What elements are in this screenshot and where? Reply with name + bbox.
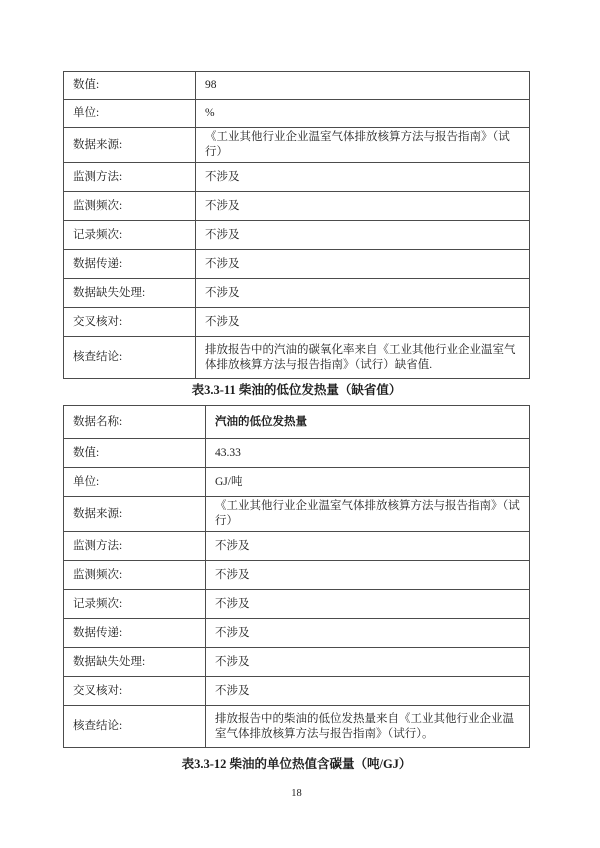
field-value: 汽油的低位发热量 [206, 406, 530, 439]
table-row [64, 72, 530, 100]
field-label: 数据名称: [64, 406, 206, 439]
field-label: 监测方法: [64, 163, 196, 192]
table-gasoline-low-heating-value [63, 405, 530, 748]
field-label: 记录频次: [64, 590, 206, 619]
field-value: 不涉及 [206, 648, 530, 677]
field-label: 监测频次: [64, 561, 206, 590]
field-value: 《工业其他行业企业温室气体排放核算方法与报告指南》（试行） [196, 128, 530, 163]
field-value: 98 [196, 72, 530, 100]
table-row [64, 648, 530, 677]
field-value: 不涉及 [206, 619, 530, 648]
field-label: 数据来源: [64, 128, 196, 163]
field-label: 数据传递: [64, 619, 206, 648]
table-row [64, 619, 530, 648]
field-value: % [196, 100, 530, 128]
field-label: 数据传递: [64, 250, 196, 279]
field-label: 监测方法: [64, 532, 206, 561]
field-label: 数据来源: [64, 497, 206, 532]
field-label: 数值: [64, 439, 206, 468]
field-label: 交叉核对: [64, 677, 206, 706]
field-label: 数据缺失处理: [64, 648, 206, 677]
field-label: 数值: [64, 72, 196, 100]
table-row [64, 439, 530, 468]
field-label: 单位: [64, 468, 206, 497]
table-gasoline-carbon-oxidation-rate [63, 71, 530, 379]
field-value: 《工业其他行业企业温室气体排放核算方法与报告指南》（试行） [206, 497, 530, 532]
field-value: 不涉及 [196, 279, 530, 308]
table-caption-3-3-11: 表3.3-11 柴油的低位发热量（缺省值） [191, 383, 402, 397]
page-number: 18 [291, 788, 302, 799]
table-row [64, 590, 530, 619]
table-row [64, 561, 530, 590]
table-row [64, 163, 530, 192]
table-row [64, 706, 530, 748]
field-label: 交叉核对: [64, 308, 196, 337]
field-value: 排放报告中的汽油的碳氧化率来自《工业其他行业企业温室气体排放核算方法与报告指南》（试行）缺省值. [196, 337, 530, 379]
field-value: 不涉及 [206, 561, 530, 590]
table-row [64, 468, 530, 497]
field-value: 排放报告中的柴油的低位发热量来自《工业其他行业企业温室气体排放核算方法与报告指南》（试行）。 [206, 706, 530, 748]
field-value: 不涉及 [196, 192, 530, 221]
table-row [64, 337, 530, 379]
field-label: 记录频次: [64, 221, 196, 250]
field-value: 不涉及 [206, 677, 530, 706]
table-row [64, 279, 530, 308]
table-row [64, 677, 530, 706]
table-row [64, 128, 530, 163]
table-row [64, 221, 530, 250]
field-value: 不涉及 [206, 532, 530, 561]
field-value: 不涉及 [196, 308, 530, 337]
table-row [64, 406, 530, 439]
table-row [64, 532, 530, 561]
field-label: 核查结论: [64, 337, 196, 379]
field-label: 数据缺失处理: [64, 279, 196, 308]
field-value: GJ/吨 [206, 468, 530, 497]
field-value: 43.33 [206, 439, 530, 468]
field-value: 不涉及 [196, 221, 530, 250]
field-value: 不涉及 [206, 590, 530, 619]
field-label: 核查结论: [64, 706, 206, 748]
table-row [64, 497, 530, 532]
table-row [64, 308, 530, 337]
field-value: 不涉及 [196, 250, 530, 279]
page-content [63, 71, 530, 799]
field-label: 单位: [64, 100, 196, 128]
table-row [64, 100, 530, 128]
field-label: 监测频次: [64, 192, 196, 221]
table-row [64, 192, 530, 221]
field-value: 不涉及 [196, 163, 530, 192]
table-caption-3-3-12: 表3.3-12 柴油的单位热值含碳量（吨/GJ） [181, 757, 412, 771]
table-row [64, 250, 530, 279]
